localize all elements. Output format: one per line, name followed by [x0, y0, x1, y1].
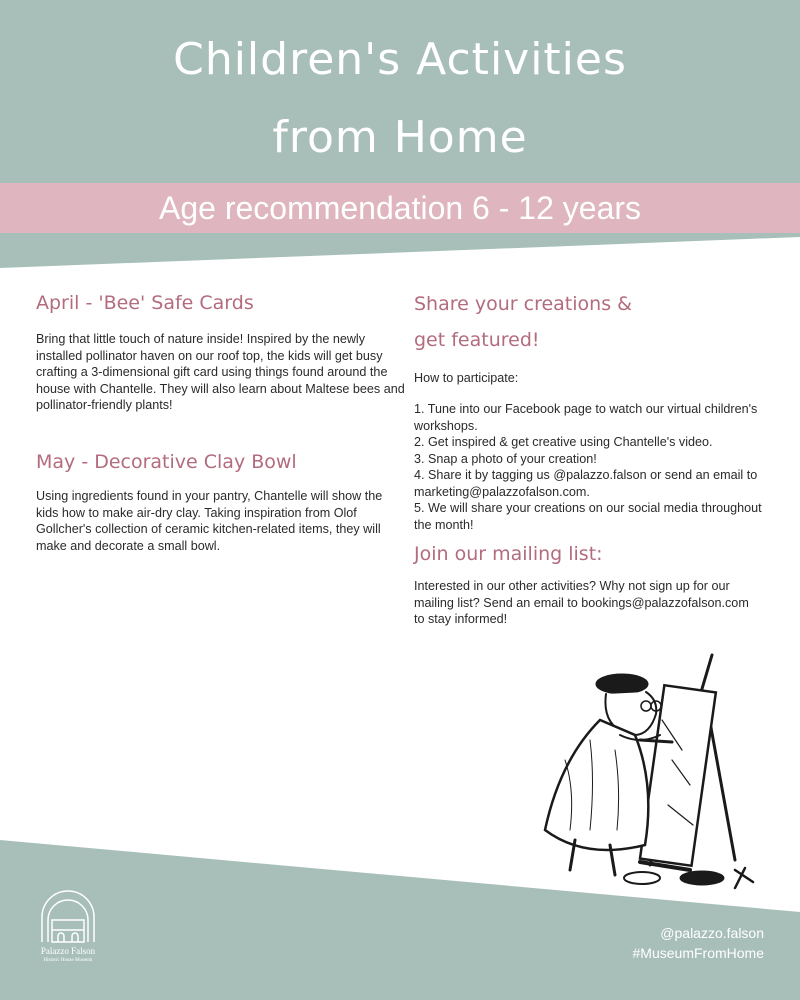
section-body-april: Bring that little touch of nature inside! Inspired by the newly installed pollinator haven on our roof top, the kids will get busy crafting a 3-dimensional gift card using things found around the house with Chantelle. They will also learn about Maltese bees and pollinator-friendly plants! [36, 332, 405, 412]
section-body-may: Using ingredients found in your pantry, Chantelle will show the kids how to make air-dry clay. Taking inspiration from Olof Gollcher's collection of ceramic kitchen-related items, they will make and decorate a small bowl. [36, 489, 383, 553]
section-heading-april: April - 'Bee' Safe Cards [36, 292, 254, 314]
share-heading-line2: get featured! [414, 329, 540, 351]
section-heading-may: May - Decorative Clay Bowl [36, 451, 297, 473]
age-recommendation-banner: Age recommendation 6 - 12 years [158, 190, 642, 226]
painter-illustration [545, 655, 753, 888]
share-heading-line1: Share your creations & [414, 293, 632, 315]
mailing-body: Interested in our other activities? Why not sign up for our mailing list? Send an email to bookings@palazzofalson.com to stay informed! [414, 579, 749, 626]
logo-name: Palazzo Falson [40, 946, 96, 956]
share-step: 4. Share it by tagging us @palazzo.falson or send an email to marketing@palazzofalson.com. [414, 468, 758, 499]
share-intro: How to participate: [414, 371, 519, 385]
share-step: 3. Snap a photo of your creation! [414, 451, 597, 466]
social-handle: @palazzo.falson [660, 925, 764, 941]
logo-subtitle: Historic House Museum [43, 958, 93, 963]
share-steps-list [414, 401, 774, 533]
hashtag: #MuseumFromHome [632, 945, 764, 961]
page-title-line2: from Home [272, 112, 528, 163]
share-step: 1. Tune into our Facebook page to watch our virtual children's workshops. [414, 402, 758, 433]
share-step: 5. We will share your creations on our social media throughout the month! [414, 501, 762, 532]
share-step: 2. Get inspired & get creative using Chantelle's video. [414, 435, 713, 449]
page-title-line1: Children's Activities [173, 34, 627, 85]
mailing-heading: Join our mailing list: [414, 543, 603, 565]
